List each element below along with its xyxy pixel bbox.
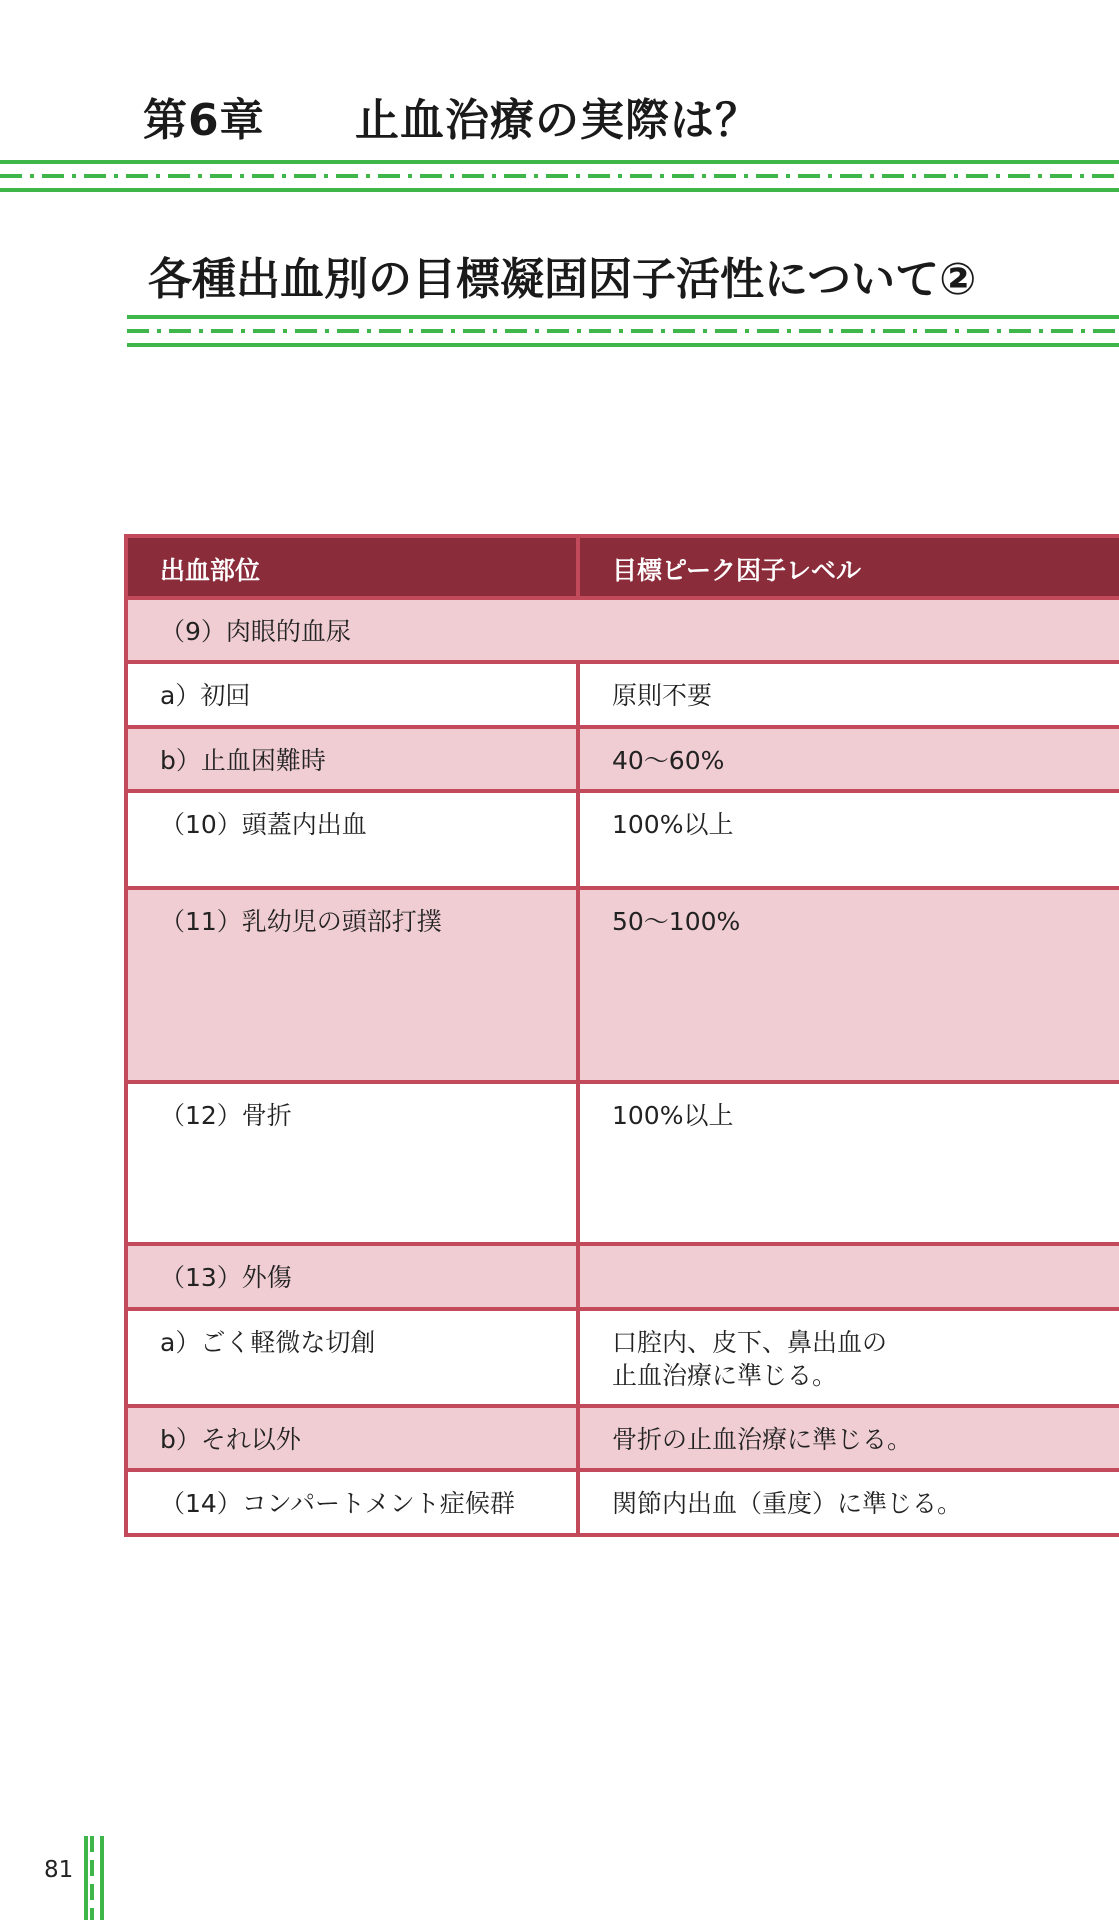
level-cell: 100%以上	[612, 1101, 734, 1130]
chapter-title	[143, 84, 760, 148]
level-cell: 原則不要	[612, 681, 713, 710]
section-divider	[127, 315, 1119, 347]
level-cell	[580, 1246, 1119, 1307]
site-cell: （11）乳幼児の頭部打撲	[128, 890, 580, 1080]
table-row	[128, 664, 1119, 729]
site-cell: （9）肉眼的血尿	[160, 617, 351, 646]
section-title: 各種出血別の目標凝固因子活性について②	[148, 254, 977, 305]
level-cell: 骨折の止血治療に準じる。	[612, 1425, 913, 1454]
column-header-site: 出血部位	[128, 538, 580, 596]
site-cell: （13）外傷	[128, 1246, 580, 1307]
target-factor-table	[124, 534, 1119, 1537]
page-number: 81	[44, 1857, 74, 1883]
table-row	[128, 1246, 1119, 1311]
page-edge-marker	[84, 1836, 104, 1920]
table-row	[128, 793, 1119, 890]
level-cell: 100%以上	[612, 810, 734, 839]
level-cell: 関節内出血（重度）に準じる。	[612, 1489, 963, 1518]
chapter-number: 第6章	[143, 95, 265, 146]
level-cell: 口腔内、皮下、鼻出血の 止血治療に準じる。	[612, 1328, 888, 1390]
table-row	[128, 729, 1119, 793]
site-cell: b）止血困難時	[128, 729, 580, 789]
table-row	[128, 1472, 1119, 1537]
site-cell: b）それ以外	[128, 1408, 580, 1468]
level-cell: 50〜100%	[612, 907, 741, 936]
table-row	[128, 1311, 1119, 1408]
chapter-heading: 止血治療の実際は？	[355, 95, 760, 146]
chapter-divider	[0, 160, 1119, 192]
site-cell: （10）頭蓋内出血	[128, 793, 580, 886]
site-cell: a）初回	[128, 664, 580, 725]
table-row	[128, 890, 1119, 1084]
site-cell: a）ごく軽微な切創	[128, 1311, 580, 1404]
site-cell: （14）コンパートメント症候群	[128, 1472, 580, 1533]
table-row	[128, 1408, 1119, 1472]
level-cell: 40〜60%	[612, 746, 725, 775]
column-header-level: 目標ピーク因子レベル	[612, 556, 862, 585]
table-header-row	[128, 538, 1119, 600]
table-row	[128, 1084, 1119, 1246]
site-cell: （12）骨折	[128, 1084, 580, 1242]
table-row	[128, 600, 1119, 664]
